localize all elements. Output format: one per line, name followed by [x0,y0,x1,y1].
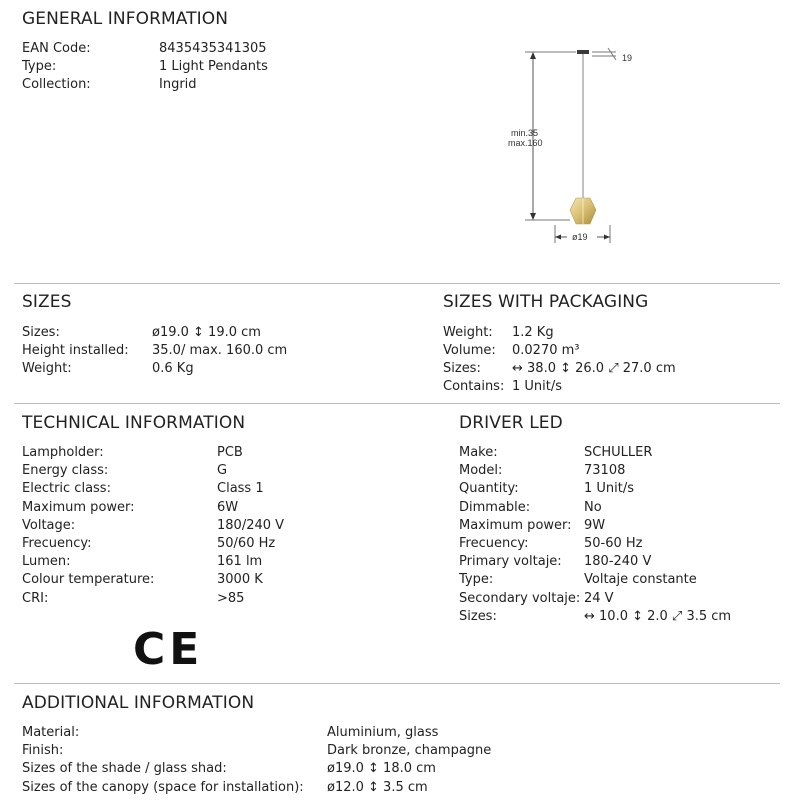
additional-title: ADDITIONAL INFORMATION [22,693,255,713]
row-value: Ingrid [159,77,197,92]
row-value: 180/240 V [217,517,285,533]
row-value: 9W [584,517,606,533]
row-value: 24 V [584,590,614,606]
row-value: 6W [217,499,239,515]
height-arrow-top [530,52,536,59]
row-label: Maximum power: [459,517,572,533]
row-label: Voltage: [22,517,76,533]
row-value: ↔ 10.0 ↕ 2.0 ⤢ 3.5 cm [584,608,732,624]
packaging-title: SIZES WITH PACKAGING [443,292,649,312]
row-value: Aluminium, glass [327,725,439,740]
row-label: Sizes of the canopy (space for installation): [22,779,304,795]
pendant-dimension-diagram [500,40,700,250]
general-information-title: GENERAL INFORMATION [22,9,229,29]
row-value: 1 Light Pendants [159,59,268,74]
row-label: Model: [459,463,503,479]
row-value: 1 Unit/s [584,481,635,497]
row-value: 50-60 Hz [584,536,643,551]
row-value: ø19.0 ↕ 18.0 cm [327,761,436,777]
row-value: 180-240 V [584,554,652,570]
height-min-label: min.35 [511,128,539,138]
row-value: 1 Unit/s [512,379,563,394]
row-value: PCB [217,445,243,460]
row-label: Frecuency: [22,536,92,551]
row-label: Finish: [22,743,64,759]
row-label: Lampholder: [22,445,104,460]
row-value: 0.0270 m³ [512,343,580,358]
row-label: Sizes of the shade / glass shad: [22,761,227,777]
divider-2 [14,403,780,404]
row-label: EAN Code: [22,41,91,56]
row-value: 3000 K [217,572,263,588]
row-label: Lumen: [22,554,71,570]
row-value: 35.0/ max. 160.0 cm [152,343,288,358]
row-value: Voltaje constante [584,572,697,588]
height-max-label: max.160 [508,138,543,148]
row-label: Sizes: [22,325,60,340]
row-label: Weight: [443,325,493,340]
row-value: Dark bronze, champagne [327,743,492,759]
divider-1 [14,283,780,284]
row-value: ø12.0 ↕ 3.5 cm [327,779,428,795]
row-label: Energy class: [22,463,109,479]
row-label: Dimmable: [459,499,531,515]
row-value: No [584,499,602,515]
row-label: Collection: [22,77,91,92]
row-value: SCHULLER [584,445,653,460]
row-label: Colour temperature: [22,572,155,588]
row-value: 50/60 Hz [217,536,276,551]
row-label: Material: [22,725,80,740]
sizes-title: SIZES [22,292,72,312]
row-value: 8435435341305 [159,41,267,56]
canopy [577,50,589,54]
row-label: Height installed: [22,343,129,358]
row-label: Sizes: [459,608,497,624]
row-label: Contains: [443,379,505,394]
row-label: Volume: [443,343,496,358]
row-value: 1.2 Kg [512,325,554,340]
row-value: ↔ 38.0 ↕ 26.0 ⤢ 27.0 cm [512,361,676,376]
diameter-label: ø19 [572,232,588,242]
row-label: Secondary voltaje: [459,590,581,606]
driver-title: DRIVER LED [459,413,563,433]
row-label: Quantity: [459,481,519,497]
row-label: Make: [459,445,498,460]
divider-3 [14,683,780,684]
canopy-dim-label: 19 [622,53,633,63]
row-value: >85 [217,590,245,606]
technical-title: TECHNICAL INFORMATION [22,413,246,433]
row-value: 0.6 Kg [152,361,194,376]
row-value: ø19.0 ↕ 19.0 cm [152,325,261,340]
row-value: 161 lm [217,554,263,570]
row-label: CRI: [22,590,49,606]
row-label: Type: [459,572,494,588]
height-arrow-bottom [530,213,536,220]
row-value: 73108 [584,463,626,479]
row-label: Sizes: [443,361,481,376]
row-value: Class 1 [217,481,264,497]
row-label: Weight: [22,361,72,376]
row-label: Frecuency: [459,536,529,551]
row-label: Maximum power: [22,499,135,515]
row-label: Primary voltaje: [459,554,562,570]
row-value: G [217,463,228,479]
row-label: Electric class: [22,481,111,497]
row-label: Type: [22,59,57,74]
ce-mark: CE [133,624,204,675]
